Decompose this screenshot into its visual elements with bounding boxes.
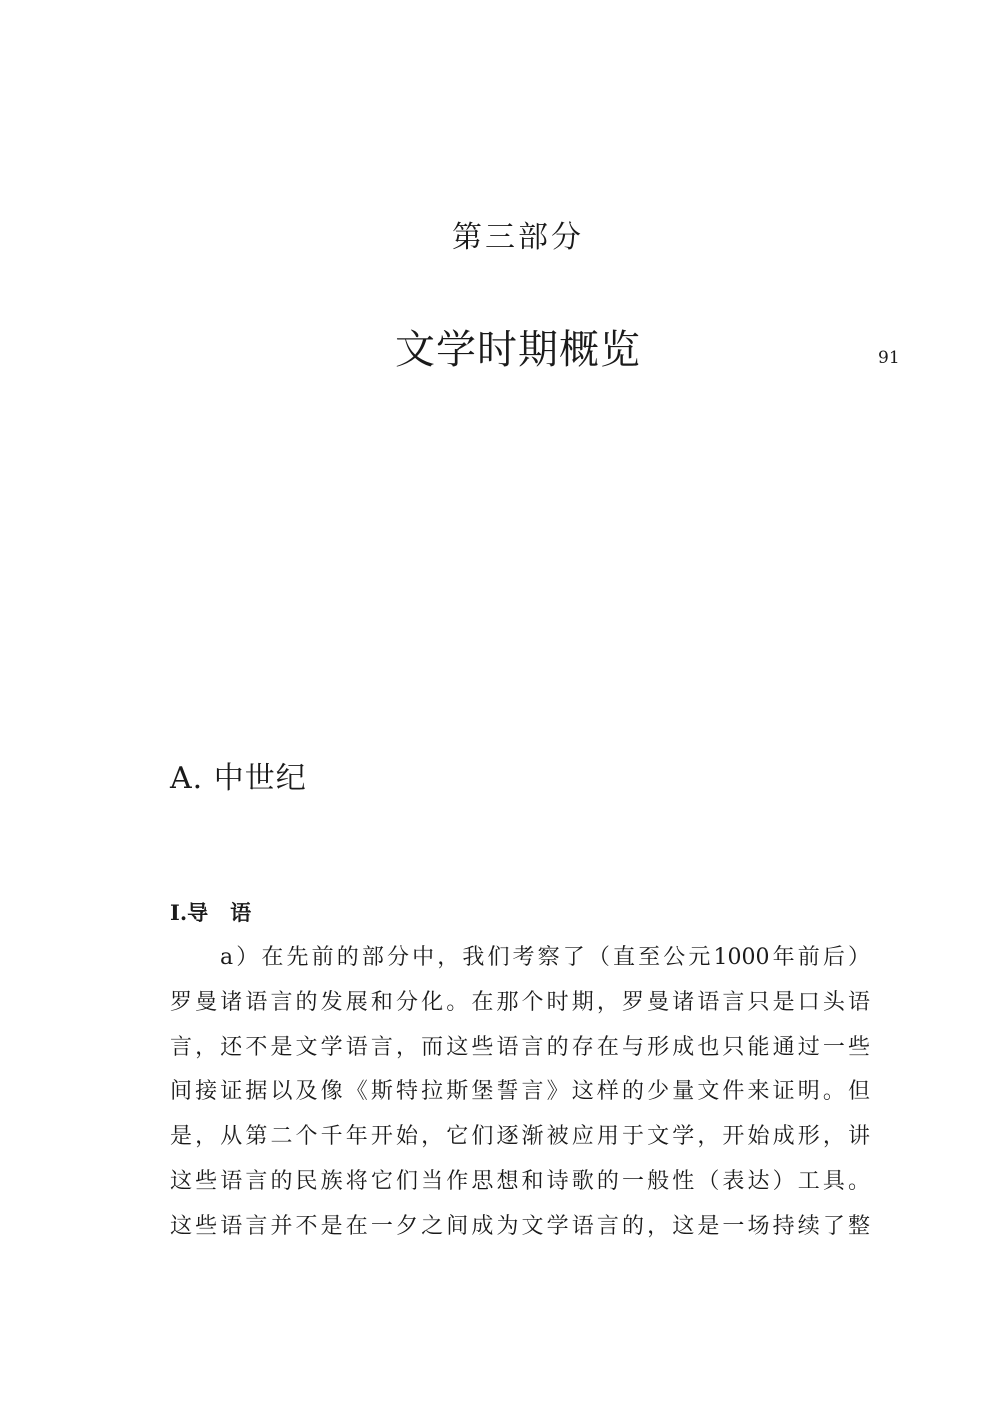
subsection-title-part2: 语 — [230, 900, 252, 925]
body-line: 这些语言的民族将它们当作思想和诗歌的一般性（表达）工具。 — [170, 1168, 870, 1194]
body-line: 这些语言并不是在一夕之间成为文学语言的，这是一场持续了整 — [170, 1213, 870, 1239]
subsection-heading — [170, 896, 251, 930]
section-heading: A. 中世纪 — [170, 761, 307, 796]
part-title: 文学时期概览 — [395, 327, 641, 373]
body-line: 言，还不是文学语言，而这些语言的存在与形成也只能通过一些 — [170, 1034, 870, 1060]
body-line: a）在先前的部分中，我们考察了（直至公元1000年前后） — [220, 945, 870, 970]
part-label: 第三部分 — [452, 220, 584, 255]
body-text — [170, 936, 870, 1250]
subsection-number: I. — [170, 900, 188, 925]
subsection-title-part1: 导 — [187, 900, 209, 925]
page-number: 91 — [878, 348, 900, 368]
body-line: 间接证据以及像《斯特拉斯堡誓言》这样的少量文件来证明。但 — [170, 1079, 870, 1105]
body-line: 罗曼诸语言的发展和分化。在那个时期，罗曼诸语言只是口头语 — [170, 989, 870, 1015]
body-line: 是，从第二个千年开始，它们逐渐被应用于文学，开始成形，讲 — [170, 1124, 870, 1150]
